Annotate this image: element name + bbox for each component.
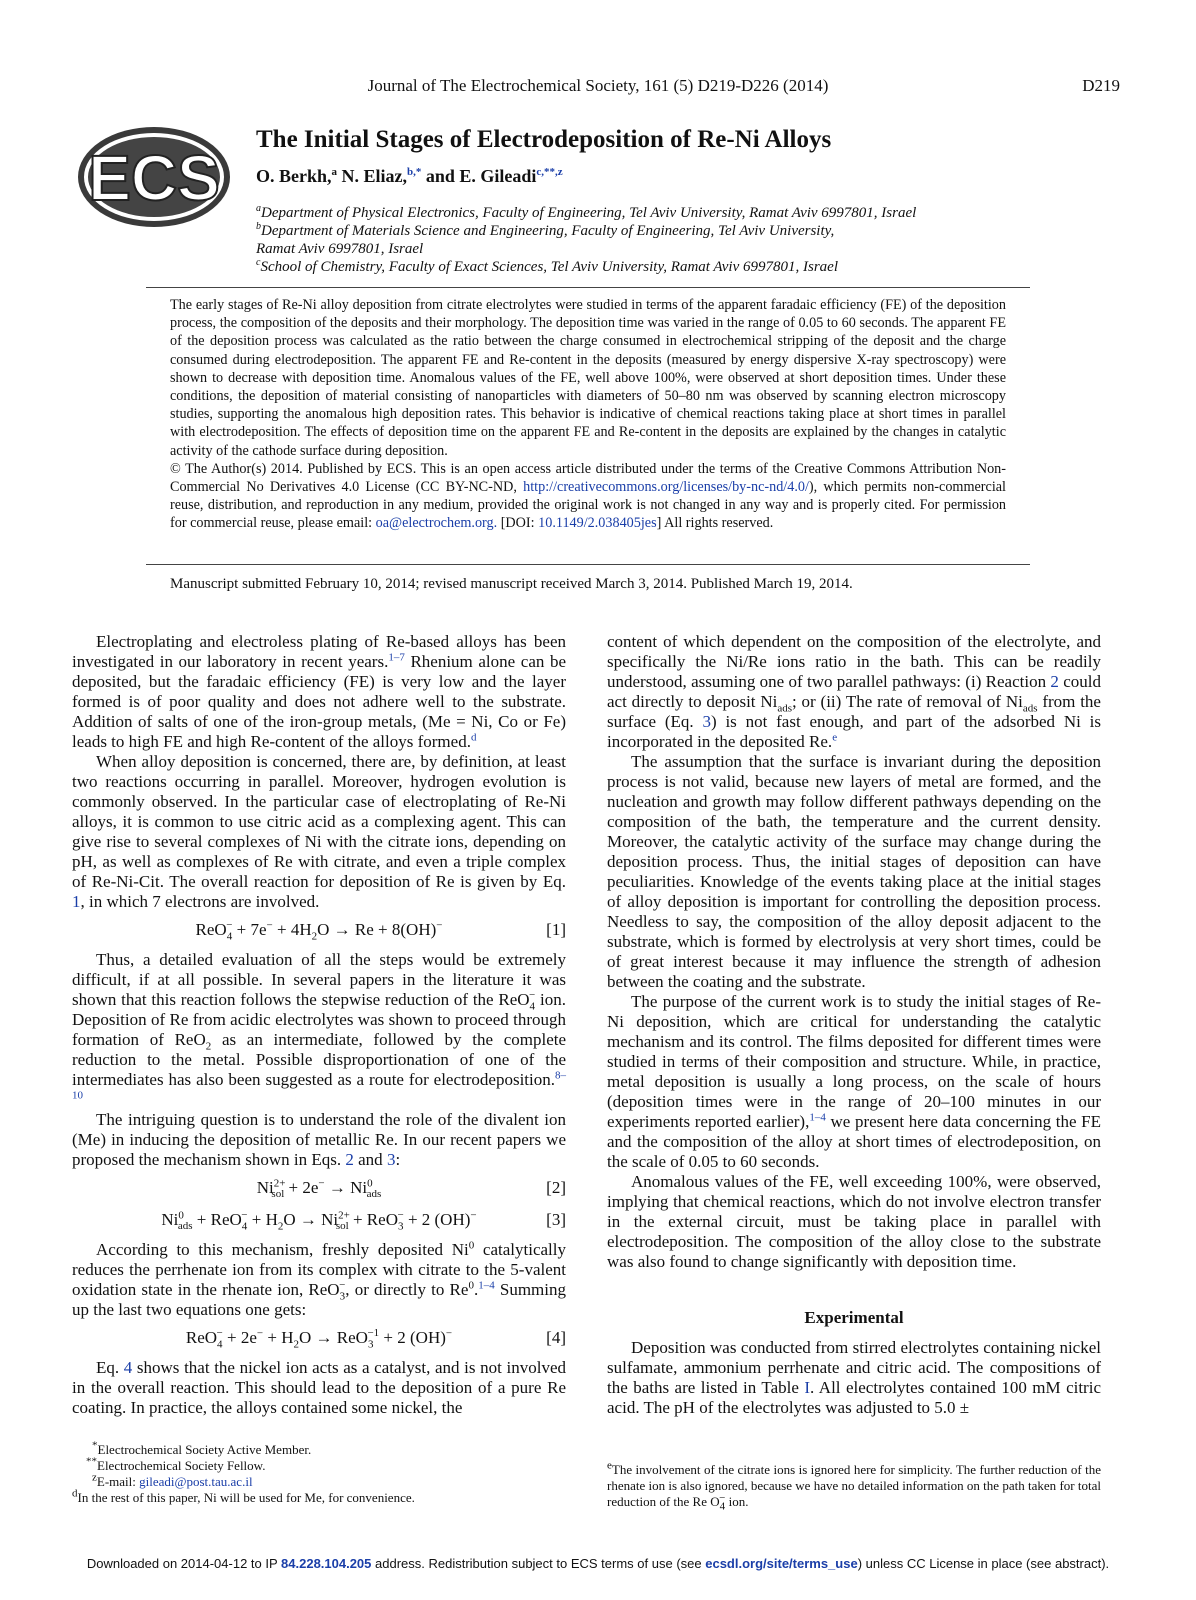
author-name: N. Eliaz, (341, 166, 408, 186)
footnote: $^d$In the rest of this paper, Ni will be used for Me, for convenience. (72, 1487, 415, 1505)
equation-link[interactable]: 2 (345, 1150, 354, 1169)
paragraph: Thus, a detailed evaluation of all the steps would be extremely difficult, if at all possible. In several papers in the literature it was shown that this reaction follows the stepwise reduction of the ReO$_4$− ion. Deposition of Re from acidic electrolytes was shown to proceed through formation of ReO$_2$ as an intermediate, followed by the complete reduction to the metal. Possible disproportionation of one of the intermediates has also been suggested as a route for electrodeposition.$^{8-10}$ (72, 950, 567, 1102)
paragraph: The purpose of the current work is to study the initial stages of Re-Ni deposition, which are critical for understanding the catalytic mechanism and its control. The films deposited for different times were studied in terms of their composition and structure. While, in practice, metal deposition is usually a long process, on the scale of hours (deposition times were in the range of 20–100 minutes in our experiments reported earlier),$^{1-4}$ we present here data concerning the FE and the composition of the alloy at short times of electrodeposition, on the scale of 0.05 to 60 seconds. (607, 992, 1101, 1171)
author-name: O. Berkh, (256, 166, 332, 186)
manuscript-dates: Manuscript submitted February 10, 2014; revised manuscript received March 3, 2014. Published March 19, 2014. (170, 576, 853, 592)
paragraph: content of which dependent on the composition of the electrolyte, and specifically the Ni/Re ions ratio in the bath. This can be readily understood, assuming one of two parallel pathways: (i) Reaction 2 could act directly to deposit $Ni_{ads}$; or (ii) The rate of removal of $Ni_{ads}$ from the surface (Eq. 3) is not fast enough, and part of the adsorbed Ni is incorporated in the deposited Re.$^e$ (607, 632, 1101, 751)
divider (146, 287, 1030, 288)
affiliation: $^c$School of Chemistry, Faculty of Exact Sciences, Tel Aviv University, Ramat Aviv 6997801, Israel (256, 257, 838, 275)
paragraph: According to this mechanism, freshly deposited Ni$^0$ catalytically reduces the perrhenate ion from its complex with citrate to the 5-valent oxidation state in the rhenate ion, ReO$_3$−, or directly to Re$^0$.$^{1-4}$ Summing up the last two equations one gets: (72, 1239, 567, 1319)
equation-link[interactable]: 3 (386, 1150, 396, 1169)
divider (146, 564, 1030, 565)
paragraph: Eq. 4 shows that the nickel ion acts as a catalyst, and is not involved in the overall reaction. This should lead to the deposition of a pure Re coating. In practice, the alloys contained some nickel, the (72, 1358, 567, 1417)
citation-link[interactable]: 1–7 (388, 651, 405, 664)
ecs-logo-text: ECS (88, 142, 220, 214)
ecs-logo (74, 122, 234, 232)
article-title: The Initial Stages of Electrodeposition of Re-Ni Alloys (256, 126, 832, 153)
abstract-text: The early stages of Re-Ni alloy deposition from citrate electrolytes were studied in terms of the apparent faradaic efficiency (FE) of the deposition process, the composition of the deposits and their morphology. The deposition time was varied in the range of 0.05 to 60 seconds. The apparent FE of the deposition process was calculated as the ratio between the charge consumed in electrochemical stripping of the deposit and the charge consumed during electrodeposition. The apparent FE and Re-content in the deposits (measured by energy dispersive X-ray spectroscopy) were shown to decrease with deposition time. Anomalous values of the FE, well above 100%, were observed at short deposition times. Under these conditions, the deposition of material consisting of nanoparticles with diameters of 50–80 nm was observed by scanning electron microscopy studies, supporting the anomalous high deposition rates. This behavior is indicative of chemical reactions taking place at short times in parallel with electrodeposition. The effects of deposition time on the apparent FE and Re-content in the deposits are explained by the changes in catalytic activity of the cathode surface during deposition. (170, 297, 1006, 459)
license-link[interactable]: http://creativecommons.org/licenses/by-nc-nd/4.0/ (523, 479, 809, 496)
running-header (0, 76, 1196, 100)
footnote: $^e$The involvement of the citrate ions is ignored here for simplicity. The further reduction of the rhenate ion is also ignored, because we have no detailed information on the path taken for total reduction of the Re $O_4^-$ ion. (607, 1459, 1101, 1513)
author-sup: b,* (407, 166, 422, 178)
equation-3: $Ni^0_{ads} + ReO_4^- + H_2O \to Ni^{2+}_{sol} + ReO_3^- + 2$ (OH)− [3] (161, 1209, 566, 1233)
equation-link[interactable]: 3 (702, 712, 711, 731)
footnote: *Electrochemical Society Active Member. (92, 1439, 312, 1457)
author-sup: a (331, 166, 338, 178)
affiliations (256, 204, 1036, 276)
footnote: $^z$E-mail: gileadi@post.tau.ac.il (92, 1471, 253, 1489)
equation-link[interactable]: 4 (123, 1358, 133, 1377)
citation-link[interactable]: 1–4 (478, 1279, 495, 1292)
equation-number: [1] (546, 920, 566, 939)
equation-number: [4] (546, 1328, 566, 1347)
equation-number: [3] (546, 1210, 566, 1229)
author-list (256, 166, 563, 187)
table-link[interactable]: I (804, 1378, 811, 1397)
footnotes-left (72, 1439, 566, 1506)
equation-2: $Ni^{2+}_{sol} + 2e^- \to Ni^0_{ads}$ [2] (256, 1177, 566, 1201)
footnote: **Electrochemical Society Fellow. (86, 1455, 266, 1473)
ip-address: 84.228.104.205 (281, 1556, 372, 1571)
author-email-link[interactable]: gileadi@post.tau.ac.il (139, 1474, 253, 1489)
citation-link[interactable]: 1–4 (809, 1111, 826, 1124)
paragraph: Anomalous values of the FE, well exceeding 100%, were observed, implying that chemical reactions, which do not involve electron transfer in the external circuit, must be taking place in parallel with electrodeposition. The composition of the alloy close to the substrate was also found to change significantly with deposition time. (607, 1172, 1101, 1271)
email-link[interactable]: oa@electrochem.org. (375, 515, 498, 532)
page-number: D219 (1082, 76, 1120, 95)
footnote-link[interactable]: d (470, 731, 477, 744)
left-column (72, 632, 566, 1418)
terms-link[interactable]: ecsdl.org/site/terms_use (705, 1556, 858, 1571)
license-text: © The Author(s) 2014. Published by ECS. This is an open access article distributed under the terms of the Creative Commons Attribution Non-Commercial No Derivatives 4.0 License (CC BY-NC-ND, http://creativecommons.org/licenses/by-nc-nd/4.0/), which permits non-commercial reuse, distribution, and reproduction in any medium, provided the original work is not changed in any way and is properly cited. For permission for commercial reuse, please email: oa@electrochem.org. [DOI: 10.1149/2.038405jes] All rights reserved. (170, 460, 1006, 532)
footnote-link[interactable]: e (832, 731, 838, 744)
affiliation: $^b$Department of Materials Science and Engineering, Faculty of Engineering, Tel Aviv University, (256, 221, 835, 239)
doi-link[interactable]: 10.1149/2.038405jes (538, 515, 657, 532)
equation-4: $ReO_4^- + 2e^- + H_2O \to ReO_3^{-1} + 2$ (OH)− [4] (185, 1327, 566, 1351)
abstract (170, 296, 1006, 533)
author-name: and E. Gileadi (425, 166, 537, 186)
author-sup: c,**,z (536, 166, 563, 178)
journal-citation: Journal of The Electrochemical Society, 161 (5) D219-D226 (2014) (367, 76, 829, 95)
equation-number: [2] (546, 1178, 566, 1197)
paragraph: Deposition was conducted from stirred electrolytes containing nickel sulfamate, ammonium perrhenate and citric acid. The compositions of the baths are listed in Table I. All electrolytes contained 100 mM citric acid. The pH of the electrolytes was adjusted to 5.0 ± (607, 1338, 1101, 1417)
download-notice: Downloaded on 2014-04-12 to IP 84.228.104.205 address. Redistribution subject to ECS terms of use (see ecsdl.org/site/terms_use) unless CC License in place (see abstract). (86, 1556, 1110, 1571)
equation-link[interactable]: 1 (72, 892, 81, 911)
equation-1: $ReO_4^- + 7e^- + 4H_2O \to Re + 8(OH)^-$ [1] (195, 919, 566, 943)
affiliation: $^a$Department of Physical Electronics, Faculty of Engineering, Tel Aviv University, Ramat Aviv 6997801, Israel (256, 203, 917, 221)
section-heading: Experimental (804, 1308, 904, 1327)
paragraph: When alloy deposition is concerned, there are, by definition, at least two reactions occurring in parallel. Moreover, hydrogen evolution is commonly observed. In the particular case of electroplating of Re-Ni alloys, it is common to use citric acid as a complexing agent. This can give rise to several complexes of Ni with the citrate ions, depending on pH, as well as complexes of Re with citrate, and even a triple complex of Re-Ni-Cit. The overall reaction for deposition of Re is given by Eq. 1, in which 7 electrons are involved. (72, 752, 566, 911)
paragraph: Electroplating and electroless plating of Re-based alloys has been investigated in our laboratory in recent years.$^{1-7}$ Rhenium alone can be deposited, but the faradaic efficiency (FE) is very low and the layer formed is of poor quality and does not adhere well to the substrate. Addition of salts of one of the iron-group metals, (Me = Ni, Co or Fe) leads to high FE and high Re-content of the alloys formed.$^d$ (72, 632, 567, 751)
footnotes-right (607, 1459, 1101, 1513)
paragraph: The assumption that the surface is invariant during the deposition process is not valid, because new layers of metal are formed, and the nucleation and growth may follow different pathways depending on the composition of the bath, the temperature and the current density. Moreover, the catalytic activity of the surface may change during the deposition process. Thus, the initial stages of deposition can have peculiarities. Knowledge of the events taking place at the initial stages of alloy deposition is important for controlling the deposition process. Needless to say, the composition of the alloy deposit adjacent to the substrate, which is formed by electrolysis at very short times, could be of great interest because it may influence the strength of adhesion between the coating and the substrate. (607, 752, 1101, 991)
right-column (607, 632, 1101, 1418)
paragraph: The intriguing question is to understand the role of the divalent ion (Me) in inducing the deposition of metallic Re. In our recent papers we proposed the mechanism shown in Eqs. 2 and 3: (72, 1110, 566, 1169)
affiliation: Ramat Aviv 6997801, Israel (256, 241, 424, 257)
citation-link[interactable]: 8–10 (72, 1069, 566, 1102)
equation-link[interactable]: 2 (1050, 672, 1059, 691)
